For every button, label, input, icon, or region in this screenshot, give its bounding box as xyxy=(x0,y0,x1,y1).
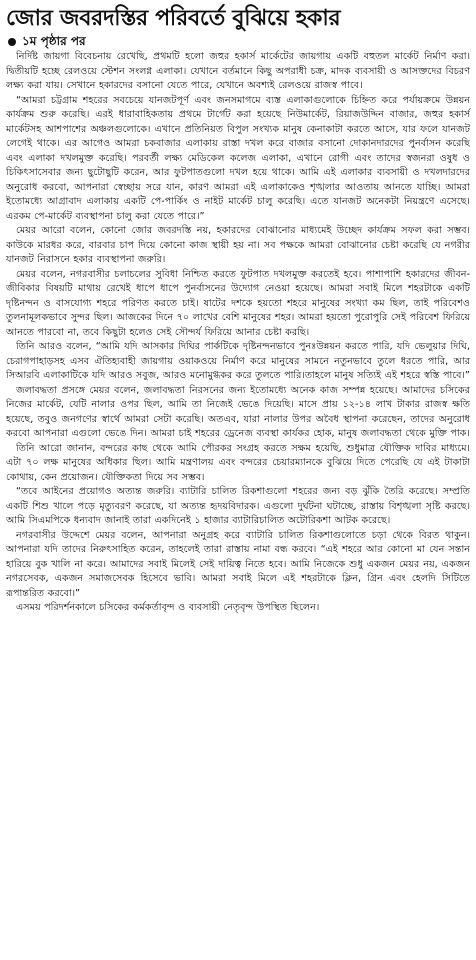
paragraph: মেয়র আরো বলেন, কোনো জোর জবরদস্তি নয়, হকারদের বোঝানোর মাধ্যমেই উচ্ছেদ কার্যক্রম সফল করা সম্ভব। কাউকে মারধর করে, বারবার চাপ দিয়ে কোনো কাজ স্থায়ী হয় না। সব পক্ষকে আমরা বোঝানোর চেষ্টা করেছি যে নগরীর যানজট নিরাসনে হকার ব্যবস্থাপনা জরুরি। xyxy=(6,225,470,265)
article-body xyxy=(6,50,470,616)
paragraph: তিনি আরও বলেন, “আমি যদি আসকার দিঘির পার্কটিকে দৃষ্টিনন্দনভাবে পুনঃউন্নয়ন করতে পারি, যদি ভেলুয়ার দিঘি, চেরাগপাহাড়সহ এসব ঐতিহ্যবাহী জায়গায় ওয়াকওয়ে নির্মাণ করে মানুষের সামনে নতুনভাবে তুলে ধরতে পারি, আর সিআরবি এলাকাটিকে যদি আরও সবুজ, আরও মনোমুগ্ধকর করে তুলতে পারি।তাহলে মানুষ সত্যিই এই শহরে স্বস্তি পাবে।” xyxy=(6,341,470,381)
paragraph: মেয়র বলেন, নগরবাসীর চলাচলের সুবিধা নিশ্চিত করতে ফুটপাত দখলমুক্ত করতেই হবে। পাশাপাশি হকারদের জীবন-জীবিকার বিষয়টি মাথায় রেখেই ধাপে ধাপে পুনর্বাসনের উদ্যোগ নেওয়া হয়েছে। আমরা সবাই মিলে শহরটাকে একটি দৃষ্টিনন্দন ও বাসযোগ্য শহরে পরিণত করতে চাই। ষাটের দশকে হয়তো শহরে মানুষের সংখ্যা কম ছিল, তাই পরিবেশও তুলনামূলকভাবে সুন্দর ছিল। আজকের দিনে ৭০ লাখের বেশি মানুষের শহর। আমরা হয়তো পুরোপুরি সেই পরিবেশ ফিরিয়ে আনতে পারবো না, তবে কিছুটা হলেও সেই সৌন্দর্য ফিরিয়ে আনার চেষ্টা করছি। xyxy=(6,268,470,338)
continuation-line xyxy=(6,34,470,49)
continuation-label: ১ম পৃষ্ঠার পর xyxy=(22,34,86,48)
paragraph: “আমরা চট্টগ্রাম শহরের সবচেয়ে যানজটপূর্ণ এবং জনসমাগমে ব্যস্ত এলাকাগুলোকে চিহ্নিত করে পর্যায়ক্রমে উন্নয়ন কার্যক্রম শুরু করেছি। এরই ধারাবাহিকতায় প্রথমে টার্গেট করা হয়েছে নিউমার্কেট, রিয়াজউদ্দিন বাজার, জহুর হকার্স মার্কেটসহ আশপাশের অঞ্চলগুলোকে। এখানে প্রতিনিয়ত বিপুল সংখ্যক মানুষ কেনাকাটা করতে আসে, যার ফলে যানজট লেগেই থাকে। এর আগেও আমরা চকবাজার এলাকায় রাস্তা দখল করে বাজার বসানো দোকানদারদের পুনর্বাসন করেছি এবং এলাকা দখলমুক্ত করেছি। পরবর্তী লক্ষ্য মেডিকেল কলেজ এলাকা, এখানে রোগী এবং তাদের স্বজনরা ওষুধ ও চিকিৎসাসেবার জন্য ছুটোছুটি করেন, আর ফুটপাতগুলো দখল হয়ে থাকে। আমি এই এলাকার ব্যবসায়ী ও দখলদারদের অনুরোধ করবো, আপনারা স্বেচ্ছায় সরে যান, কারণ আমরা এই এলাকাকেও শৃঙ্খলার আওতায় আনতে যাচ্ছি। আমরা ইতোমধ্যে আগ্রাবাদ এলাকায় একটি পে-পার্কিং ও নাইট মার্কেট চালু করেছি। এতে যানজট অনেকটা নিয়ন্ত্রণে এসেছে। এরকম পে-মার্কেট ব্যবস্থাপনা চালু করা যেতে পারে।” xyxy=(6,94,470,222)
paragraph: নগরবাসীর উদ্দেশে মেয়র বলেন, আপনারা অনুগ্রহ করে ব্যাটারি চালিত রিকশাগুলোতে চড়া থেকে বিরত থাকুন। আপনারা যদি তাদের নিরুৎসাহিত করেন, তাহলেই তারা রাস্তায় নামা বন্ধ করবে। “এই শহরে আর কোনো মা যেন সন্তান হারিয়ে বুক খালি না করে। আমাদের সবাই মিলেই সেই দায়িত্ব নিতে হবে। আমি নিজেকে শুধু একজন মেয়র নয়, একজন নগরসেবক, একজন সমাজসেবক হিসেবে ভাবি। আমরা সবাই মিলে এই শহরটাকে ক্লিন, গ্রিন এবং হেলদি সিটিতে রূপান্তরিত করবো।” xyxy=(6,529,470,599)
headline: জোর জবরদস্তির পরিবর্তে বুঝিয়ে হকার xyxy=(6,6,341,31)
paragraph: এসময় পরিদর্শনকালে চসিকের কর্মকর্তাবৃন্দ ও ব্যবসায়ী নেতৃবৃন্দ উপস্থিত ছিলেন। xyxy=(16,602,320,613)
paragraph: জলাবদ্ধতা প্রসঙ্গে মেয়র বলেন, জলাবদ্ধতা নিরসনের জন্য ইতোমধ্যে অনেক কাজ সম্পন্ন হয়েছে। আমাদের চসিকের নিজের মার্কেট, যেটি নালার ওপর ছিল, আমি তা নিজেই ভেঙে দিয়েছি। মাসে প্রায় ১২-১৪ লাখ টাকার রাজস্ব ক্ষতি হয়েছে, তবুও জনগণের স্বার্থে আমরা সেটা করেছি। অতএব, যারা নালার উপর অবৈধ স্থাপনা করেছেন, তাদের অনুরোধ করবো আপনারা এগুলো ভেঙে দিন। আমরা চাই শহরের ড্রেনেজ ব্যবস্থা কার্যকর হোক, মানুষ জলাবদ্ধতা থেকে মুক্তি পাক। xyxy=(6,384,470,439)
paragraph: তিনি আরো জানান, বন্দরের কাছ থেকে আমি পৌরকর সংগ্রহ করতে সক্ষম হয়েছি, শুধুমাত্র যৌক্তিক দাবির মাধ্যমে। এটা ৭০ লক্ষ মানুষের অধিকার ছিল। আমি মন্ত্রণালয় এবং বন্দরের চেয়ারম্যানকে বুঝিয়ে দিতে পেরেছি যে এই টাকাটা কোথায়, কেন প্রয়োজন। যৌক্তিকতা দিয়ে সব সম্ভব। xyxy=(6,442,470,483)
paragraph: “তবে আইনের প্রয়োগও অত্যন্ত জরুরি। ব্যাটারি চালিত রিকশাগুলো শহরের জন্য বড় ঝুঁকি তৈরি করেছে। সম্প্রতি একটি শিশু খালে পড়ে মৃত্যুবরণ করেছে, যা অত্যন্ত হৃদয়বিদারক। এগুলো দুর্ঘটনা ঘটাচ্ছে, রাস্তায় বিশৃঙ্খলা সৃষ্টি করছে। আমি সিএমপিকে ধন্যবাদ জানাই তারা একদিনেই ১ হাজার ব্যাটারিচালিত অটোরিকশা আটক করেছে। xyxy=(6,486,470,526)
paragraph: নির্দিষ্ট জায়গা বিবেচনায় রেখেছি, প্রথমটি হলো জহুর হকার্স মার্কেটের জায়গায় একটি বহুতল মার্কেট নির্মাণ করা। দ্বিতীয়টি হচ্ছে রেলওয়ে স্টেশন সংলগ্ন এলাকা। যেখানে বর্তমানে কিছু অপরাধী চক্র, মাদক ব্যবসায়ী ও আসক্তদের বিচরণ লক্ষ্য করা যায়। সেখানে হকারদের বসানো যেতে পারে, যেখানে অবশ্যই রেলওয়ে রাজস্ব পাবে। xyxy=(6,51,470,91)
bullet-icon xyxy=(8,38,16,46)
